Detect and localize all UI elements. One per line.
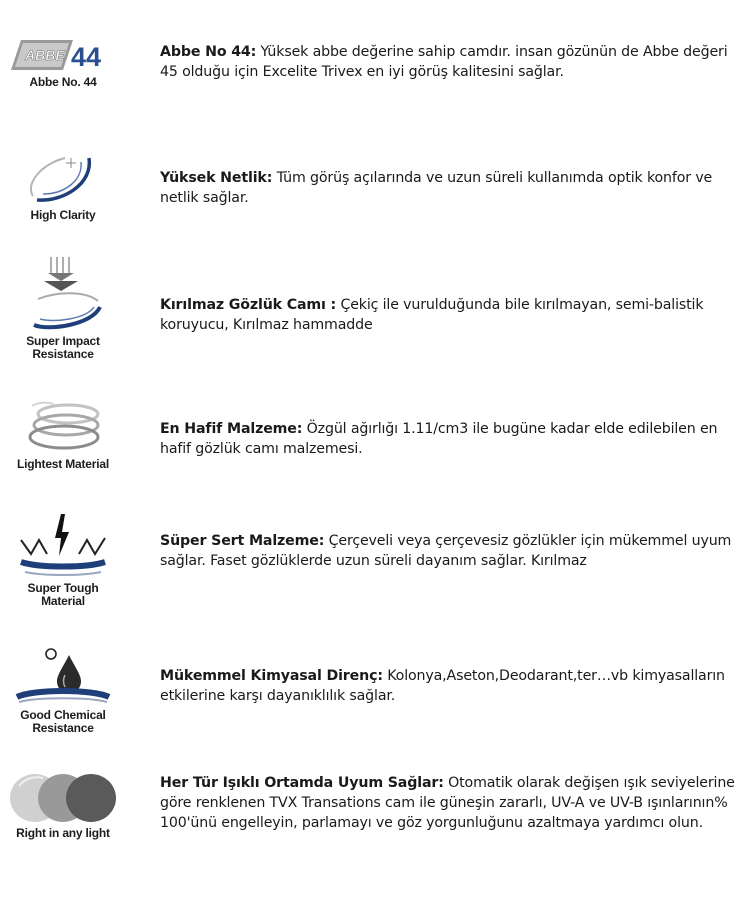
feature-description xyxy=(160,419,740,459)
super-impact-icon xyxy=(2,255,124,361)
icon-caption-line1: Super Tough xyxy=(27,581,99,595)
icon-caption-line2: Resistance xyxy=(32,347,94,361)
feature-text: Yüksek abbe değerine sahip camdır. insan gözünün de Abbe değeri 45 olduğu için Excelite Trivex en iyi görüş kalitesini sağlar. xyxy=(160,44,728,80)
feature-text: Özgül ağırlığı 1.11/cm3 ile bugüne kadar elde edilebilen en hafif gözlük camı malzemesi. xyxy=(160,421,718,457)
feature-title: Abbe No 44: xyxy=(160,44,257,60)
feature-text: Çekiç ile vurulduğunda bile kırılmayan, semi-balistik koruyucu, Kırılmaz hammadde xyxy=(160,297,704,333)
feature-title: En Hafif Malzeme: xyxy=(160,421,303,437)
feature-title: Kırılmaz Gözlük Camı : xyxy=(160,297,337,313)
any-light-icon xyxy=(2,770,124,840)
icon-caption: Abbe No. 44 xyxy=(29,75,97,89)
super-tough-icon xyxy=(2,510,124,608)
lightest-material-icon xyxy=(2,400,124,471)
abbe-badge-label: ABBE xyxy=(25,47,65,63)
feature-text: Tüm görüş açılarında ve uzun süreli kullanımda optik konfor ve netlik sağlar. xyxy=(160,170,713,206)
feature-text: Kolonya,Aseton,Deodarant,ter…vb kimyasalların etkilerine karşı dayanıklılık sağlar. xyxy=(160,668,725,704)
icon-caption: High Clarity xyxy=(30,208,96,222)
icon-caption-line2: Resistance xyxy=(32,721,94,735)
abbe-44-icon xyxy=(2,38,124,89)
icon-caption-line1: Super Impact xyxy=(26,334,100,348)
feature-title: Süper Sert Malzeme: xyxy=(160,533,325,549)
feature-description xyxy=(160,295,740,335)
high-clarity-icon xyxy=(2,150,124,222)
feature-title: Mükemmel Kimyasal Direnç: xyxy=(160,668,383,684)
feature-text: Otomatik olarak değişen ışık seviyelerine göre renklenen TVX Transations cam ile güneşin zararlı, UV-A ve UV-B ışınlarının% 100'ünü engelleyin, parlamayı ve göz yorgunluğunu azaltmaya yardımcı olun. xyxy=(160,775,735,831)
feature-title: Yüksek Netlik: xyxy=(160,170,273,186)
icon-caption: Lightest Material xyxy=(17,457,109,471)
abbe-badge-number: 44 xyxy=(71,42,102,72)
feature-description xyxy=(160,531,740,571)
feature-description xyxy=(160,42,740,82)
icon-caption-line2: Material xyxy=(41,594,85,608)
icon-caption-line1: Good Chemical xyxy=(20,708,106,722)
feature-title: Her Tür Işıklı Ortamda Uyum Sağlar: xyxy=(160,775,444,791)
feature-description xyxy=(160,773,740,833)
feature-description xyxy=(160,666,740,706)
feature-description xyxy=(160,168,740,208)
feature-text: Çerçeveli veya çerçevesiz gözlükler için mükemmel uyum sağlar. Faset gözlüklerde uzun süreli dayanım sağlar. Kırılmaz xyxy=(160,533,732,569)
chemical-resistance-icon xyxy=(2,645,124,735)
icon-caption: Right in any light xyxy=(16,826,110,840)
